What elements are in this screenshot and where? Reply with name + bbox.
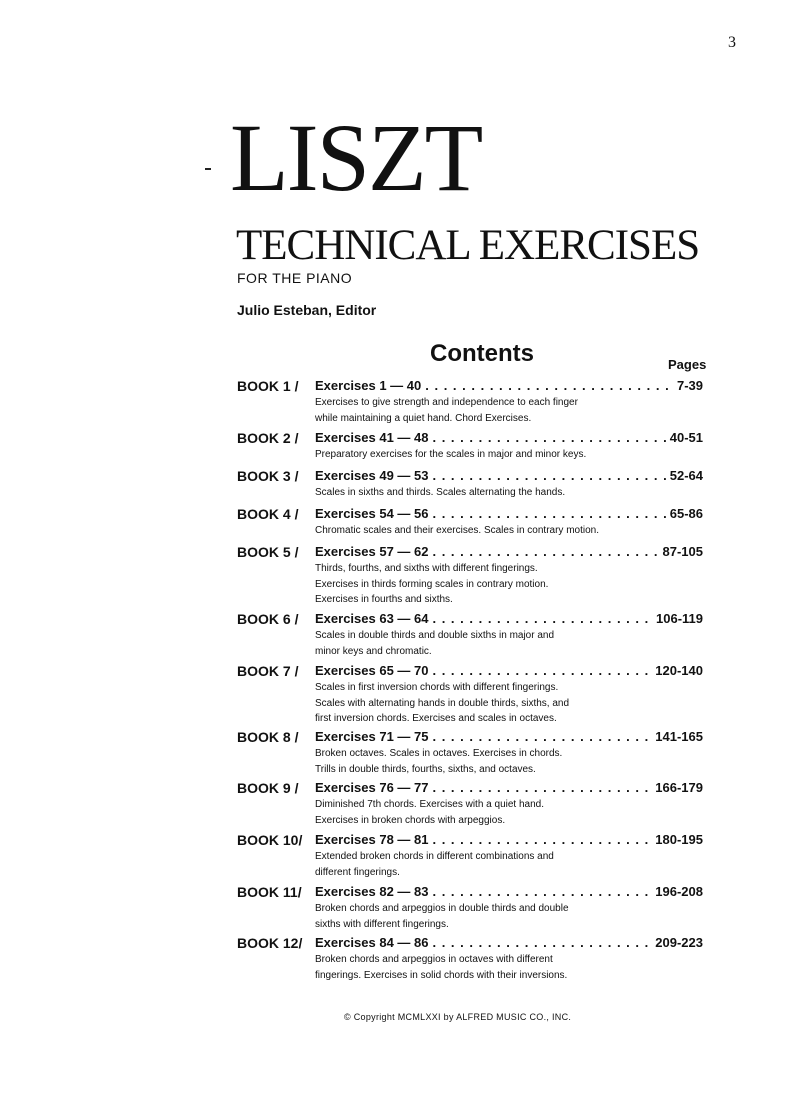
subtitle: TECHNICAL EXERCISES	[236, 222, 700, 269]
page-range: 209-223	[655, 935, 703, 950]
description-line: Exercises in fourths and sixths.	[315, 594, 453, 605]
title: LISZT	[230, 104, 482, 211]
page-range: 141-165	[655, 729, 703, 744]
exercise-line	[315, 663, 703, 678]
page-range: 65-86	[669, 506, 703, 521]
book-label: BOOK 7 /	[237, 663, 299, 679]
exercise-range: Exercises 78 — 81	[315, 832, 429, 847]
description	[315, 797, 655, 828]
description-line: fingerings. Exercises in solid chords with their inversions.	[315, 969, 568, 981]
page-range: 7-39	[676, 378, 703, 393]
page-range: 87-105	[662, 544, 703, 559]
description-line: Extended broken chords in different combinations and	[315, 851, 554, 862]
description	[315, 680, 655, 727]
exercise-range: Exercises 71 — 75	[315, 729, 429, 744]
description-line: Exercises in thirds forming scales in contrary motion.	[315, 578, 549, 590]
page-range: 196-208	[655, 884, 703, 899]
book-label: BOOK 9 /	[237, 780, 299, 796]
exercise-line	[315, 884, 703, 899]
description-line: Broken chords and arpeggios in octaves with different	[315, 954, 553, 965]
description	[315, 901, 655, 932]
dot-leader	[432, 832, 651, 847]
exercise-line	[315, 611, 703, 626]
exercise-line	[315, 506, 703, 521]
exercise-line	[315, 832, 703, 847]
book-label: BOOK 6 /	[237, 611, 299, 627]
description-line: Exercises to give strength and independence to each finger	[315, 397, 578, 408]
exercise-range: Exercises 84 — 86	[315, 935, 429, 950]
page-range: 120-140	[655, 663, 703, 678]
exercise-line	[315, 468, 703, 483]
description	[315, 628, 655, 659]
exercise-range: Exercises 57 — 62	[315, 544, 429, 559]
dot-leader	[432, 935, 651, 950]
description-line: Scales in first inversion chords with different fingerings.	[315, 682, 559, 693]
stray-mark	[205, 168, 211, 170]
exercise-range: Exercises 41 — 48	[315, 430, 429, 445]
dot-leader	[432, 468, 665, 483]
dot-leader	[432, 506, 665, 521]
description	[315, 849, 655, 880]
description	[315, 485, 655, 501]
description-line: sixths with different fingerings.	[315, 918, 449, 930]
description	[315, 395, 655, 426]
description-line: Exercises in broken chords with arpeggios.	[315, 814, 506, 826]
description	[315, 523, 655, 539]
exercise-range: Exercises 82 — 83	[315, 884, 429, 899]
description-line: Scales in sixths and thirds. Scales alternating the hands.	[315, 487, 566, 498]
book-label: BOOK 11/	[237, 884, 302, 900]
exercise-range: Exercises 54 — 56	[315, 506, 429, 521]
description	[315, 746, 655, 777]
description-line: Thirds, fourths, and sixths with different fingerings.	[315, 563, 538, 574]
exercise-line	[315, 430, 703, 445]
exercise-range: Exercises 76 — 77	[315, 780, 429, 795]
exercise-range: Exercises 65 — 70	[315, 663, 429, 678]
description-line: first inversion chords. Exercises and scales in octaves.	[315, 713, 557, 724]
description	[315, 447, 655, 463]
contents-heading: Contents	[430, 340, 534, 367]
book-label: BOOK 1 /	[237, 378, 299, 394]
instrument-line: FOR THE PIANO	[237, 270, 353, 286]
exercise-line	[315, 544, 703, 559]
description-line: Preparatory exercises for the scales in major and minor keys.	[315, 449, 587, 460]
copyright-notice: © Copyright MCMLXXI by ALFRED MUSIC CO., INC.	[344, 1012, 572, 1022]
description-line: Scales in double thirds and double sixths in major and	[315, 630, 555, 641]
page-number: 3	[728, 34, 736, 51]
book-label: BOOK 8 /	[237, 729, 299, 745]
page-range: 166-179	[655, 780, 703, 795]
page-range: 40-51	[669, 430, 703, 445]
pages-column-label: Pages	[668, 357, 707, 372]
exercise-range: Exercises 49 — 53	[315, 468, 429, 483]
description-line: Diminished 7th chords. Exercises with a quiet hand.	[315, 799, 545, 810]
page-range: 106-119	[656, 611, 703, 626]
book-label: BOOK 3 /	[237, 468, 299, 484]
description-line: Chromatic scales and their exercises. Scales in contrary motion.	[315, 525, 600, 536]
exercise-line	[315, 780, 703, 795]
description-line: different fingerings.	[315, 866, 400, 878]
book-label: BOOK 10/	[237, 832, 303, 848]
description-line: while maintaining a quiet hand. Chord Exercises.	[315, 412, 532, 424]
dot-leader	[432, 780, 651, 795]
description	[315, 952, 655, 983]
dot-leader	[425, 378, 673, 393]
description-line: minor keys and chromatic.	[315, 645, 432, 657]
dot-leader	[432, 611, 652, 626]
book-label: BOOK 12/	[237, 935, 303, 951]
page-range: 52-64	[669, 468, 703, 483]
dot-leader	[432, 884, 651, 899]
description-line: Broken octaves. Scales in octaves. Exercises in chords.	[315, 748, 563, 759]
exercise-line	[315, 729, 703, 744]
exercise-range: Exercises 63 — 64	[315, 611, 429, 626]
book-label: BOOK 2 /	[237, 430, 299, 446]
book-label: BOOK 5 /	[237, 544, 299, 560]
dot-leader	[432, 430, 665, 445]
dot-leader	[432, 663, 651, 678]
dot-leader	[432, 729, 651, 744]
description-line: Trills in double thirds, fourths, sixths, and octaves.	[315, 763, 536, 775]
description	[315, 561, 655, 608]
description-line: Scales with alternating hands in double thirds, sixths, and	[315, 697, 570, 709]
exercise-range: Exercises 1 — 40	[315, 378, 422, 393]
exercise-line	[315, 378, 703, 393]
dot-leader	[432, 544, 658, 559]
description-line: Broken chords and arpeggios in double thirds and double	[315, 903, 569, 914]
book-label: BOOK 4 /	[237, 506, 299, 522]
exercise-line	[315, 935, 703, 950]
page-range: 180-195	[655, 832, 703, 847]
editor-credit: Julio Esteban, Editor	[237, 302, 377, 318]
